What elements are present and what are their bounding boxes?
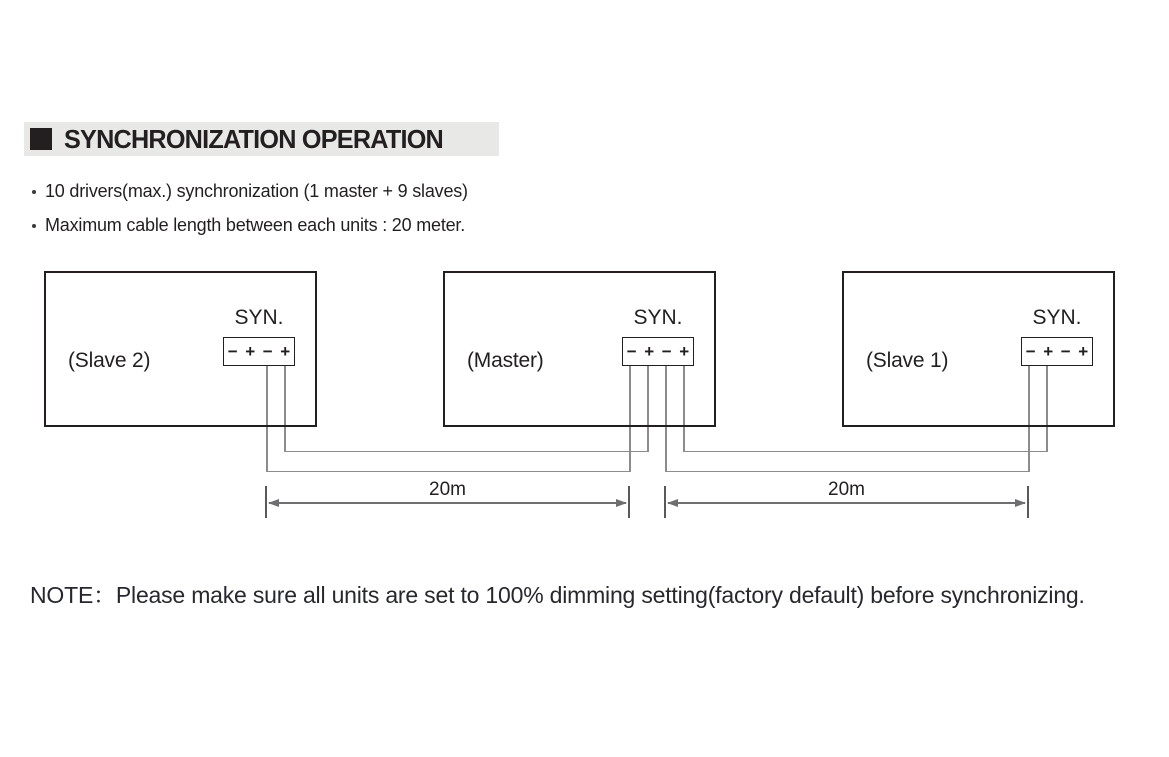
unit-box-slave-1: [842, 271, 1115, 427]
syn-terminal-block: [223, 337, 295, 366]
terminal-minus: −: [1025, 341, 1036, 361]
wire-run-slave2-master-neg: [266, 471, 630, 473]
terminal-plus: +: [245, 341, 256, 361]
dimension-tick: [1027, 486, 1029, 518]
dimension-line: [269, 502, 626, 504]
syn-port-label: SYN.: [1032, 306, 1082, 329]
black-square-icon: [30, 128, 52, 150]
dimension-tick: [628, 486, 630, 518]
arrow-right-icon: [616, 499, 627, 507]
terminal-minus: −: [1060, 341, 1071, 361]
bullet-item-1: [30, 181, 468, 202]
arrow-left-icon: [268, 499, 279, 507]
terminal-minus: −: [626, 341, 637, 361]
bullet-dot-icon: [32, 224, 36, 228]
dimension-label: 20m: [429, 479, 466, 500]
unit-label: (Master): [467, 349, 544, 372]
bullet-text: 10 drivers(max.) synchronization (1 master + 9 slaves): [45, 181, 468, 201]
arrow-right-icon: [1015, 499, 1026, 507]
dimension-label: 20m: [828, 479, 865, 500]
dimension-slave2-master: [265, 481, 630, 521]
terminal-minus: −: [227, 341, 238, 361]
dimension-line: [668, 502, 1025, 504]
unit-box-slave-2: [44, 271, 317, 427]
bullet-dot-icon: [32, 190, 36, 194]
bullet-text: Maximum cable length between each units : 20 meter.: [45, 215, 466, 235]
note-label: NOTE：: [30, 582, 116, 608]
syn-terminal-block: [622, 337, 694, 366]
wire-run-slave2-master-pos: [284, 451, 648, 453]
terminal-plus: +: [280, 341, 291, 361]
syn-port-label: SYN.: [633, 306, 683, 329]
unit-label: (Slave 1): [866, 349, 949, 372]
terminal-minus: −: [661, 341, 672, 361]
unit-box-master: [443, 271, 716, 427]
terminal-plus: +: [1043, 341, 1054, 361]
unit-label: (Slave 2): [68, 349, 151, 372]
arrow-left-icon: [667, 499, 678, 507]
syn-port-label: SYN.: [234, 306, 284, 329]
terminal-plus: +: [1078, 341, 1089, 361]
terminal-plus: +: [679, 341, 690, 361]
terminal-minus: −: [262, 341, 273, 361]
note-text: Please make sure all units are set to 100% dimming setting(factory default) before synchronizing.: [115, 582, 1085, 608]
dimension-master-slave1: [664, 481, 1029, 521]
wire-run-master-slave1-pos: [683, 451, 1047, 453]
section-title: SYNCHRONIZATION OPERATION: [64, 123, 443, 154]
note: [30, 577, 1085, 610]
syn-terminal-block: [1021, 337, 1093, 366]
dimension-tick: [664, 486, 666, 518]
terminal-plus: +: [644, 341, 655, 361]
bullet-item-2: [30, 215, 465, 236]
wire-run-master-slave1-neg: [665, 471, 1029, 473]
section-header: [24, 122, 499, 156]
dimension-tick: [265, 486, 267, 518]
